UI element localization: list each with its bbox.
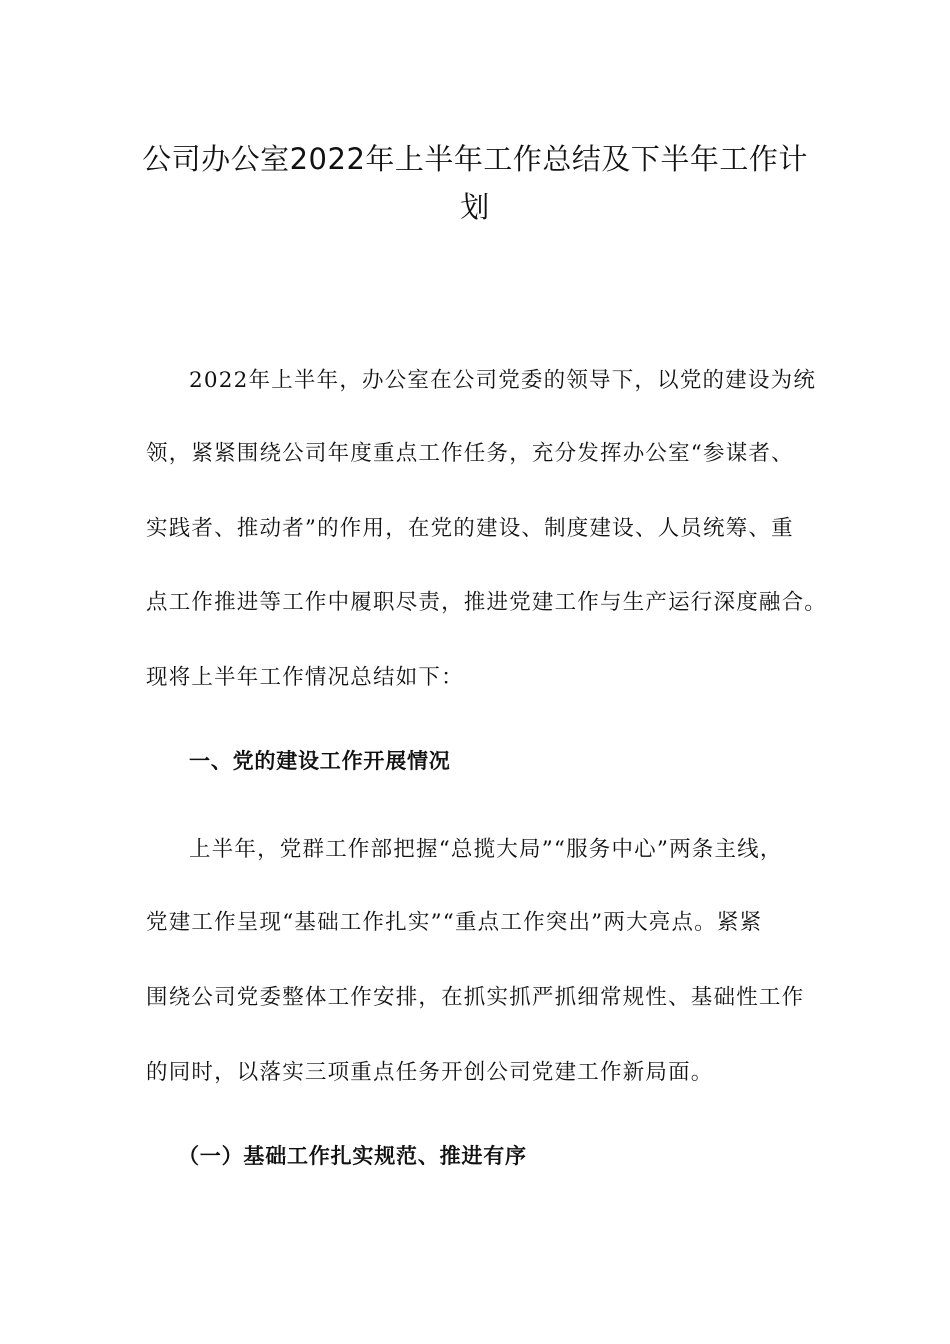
section-1-heading: 一、党的建设工作开展情况 xyxy=(189,749,451,773)
intro-line-2: 领，紧紧围绕公司年度重点工作任务，充分发挥办公室“参谋者、 xyxy=(146,441,794,466)
section-1-line-3: 围绕公司党委整体工作安排，在抓实抓严抓细常规性、基础性工作 xyxy=(146,985,805,1010)
intro-line-4: 点工作推进等工作中履职尽责，推进党建工作与生产运行深度融合。 xyxy=(146,590,828,615)
intro-line-1: 2022年上半年，办公室在公司党委的领导下，以党的建设为统 xyxy=(189,368,817,393)
subsection-1-heading: （一）基础工作扎实规范、推进有序 xyxy=(178,1144,527,1168)
document-title-line-1: 公司办公室2022年上半年工作总结及下半年工作计 xyxy=(142,142,808,176)
section-1-line-1: 上半年，党群工作部把握“总揽大局”“服务中心”两条主线， xyxy=(189,837,783,862)
section-1-line-4: 的同时，以落实三项重点任务开创公司党建工作新局面。 xyxy=(146,1060,714,1085)
intro-line-5: 现将上半年工作情况总结如下： xyxy=(146,665,464,690)
intro-line-3: 实践者、推动者”的作用，在党的建设、制度建设、人员统筹、重 xyxy=(146,516,794,541)
document-title-line-2: 划 xyxy=(460,190,490,224)
section-1-line-2: 党建工作呈现“基础工作扎实”“重点工作突出”两大亮点。紧紧 xyxy=(146,910,763,935)
